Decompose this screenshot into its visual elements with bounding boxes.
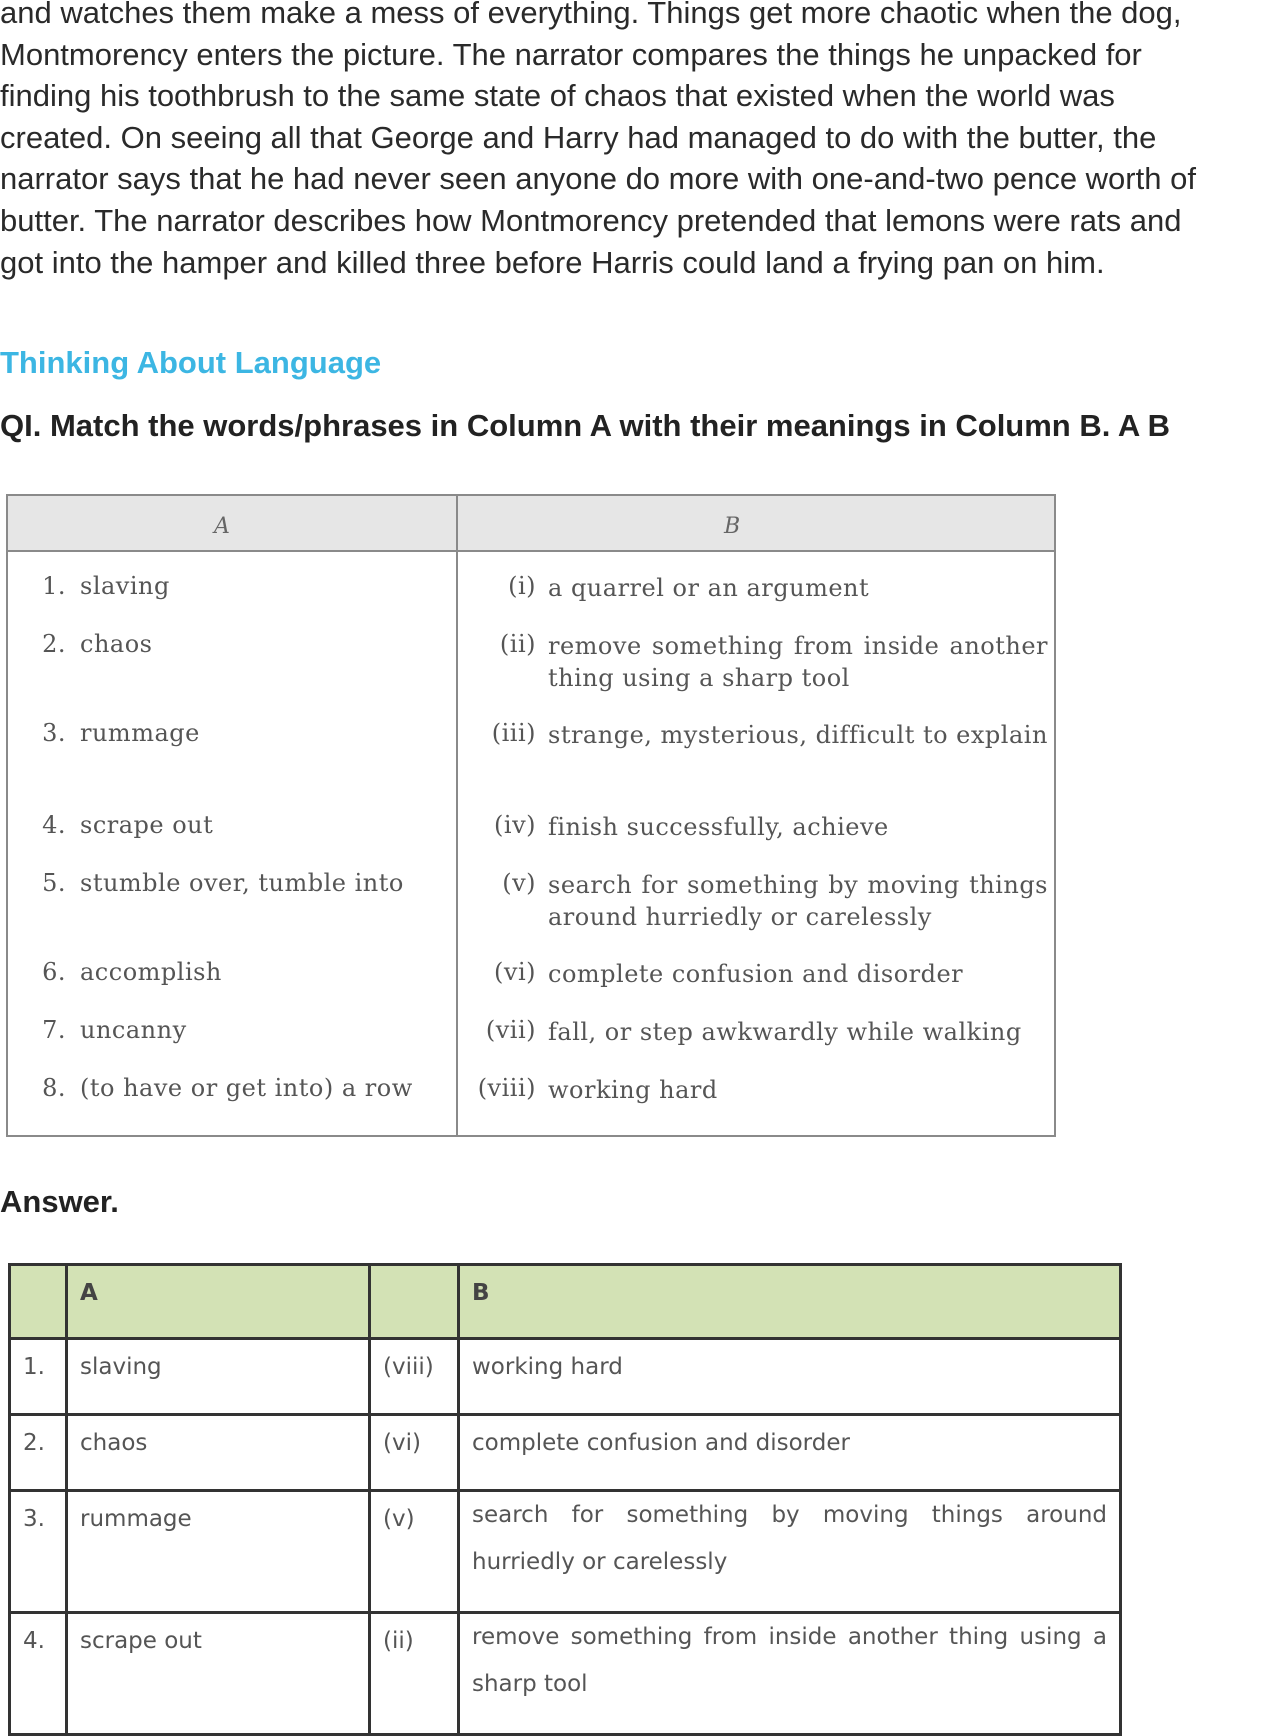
answer-number: 2. bbox=[10, 1415, 67, 1491]
row-number: 3. bbox=[42, 719, 66, 747]
answer-word: rummage bbox=[67, 1491, 370, 1613]
row-number: 7. bbox=[42, 1016, 66, 1044]
row-word: slaving bbox=[80, 572, 170, 600]
answer-row bbox=[10, 1613, 1121, 1735]
row-word: chaos bbox=[80, 630, 153, 658]
row-number: 4. bbox=[42, 811, 66, 839]
intro-line: narrator says that he had never seen anyone do more with one-and-two pence worth of bbox=[0, 161, 1196, 197]
intro-line: got into the hamper and killed three before Harris could land a frying pan on him. bbox=[0, 244, 1105, 280]
row-meaning: a quarrel or an argument bbox=[548, 574, 870, 602]
answer-meaning: complete confusion and disorder bbox=[459, 1415, 1121, 1491]
answer-roman: (v) bbox=[370, 1491, 459, 1613]
answer-header-b: B bbox=[459, 1265, 1121, 1339]
answer-word: chaos bbox=[67, 1415, 370, 1491]
question-table bbox=[6, 494, 1056, 1137]
answer-number: 4. bbox=[10, 1613, 67, 1735]
row-word: (to have or get into) a row bbox=[80, 1074, 413, 1102]
intro-line: and watches them make a mess of everything. Things get more chaotic when the dog, bbox=[0, 0, 1182, 30]
question-text: QI. Match the words/phrases in Column A with their meanings in Column B. A B bbox=[0, 408, 1171, 443]
answer-table-header bbox=[10, 1265, 1121, 1339]
row-word: scrape out bbox=[80, 811, 214, 839]
row-meaning: strange, mysterious, difficult to explain bbox=[548, 721, 1048, 749]
row-roman: (iii) bbox=[491, 719, 536, 747]
answer-word: scrape out bbox=[67, 1613, 370, 1735]
answer-roman: (viii) bbox=[370, 1339, 459, 1415]
intro-line: butter. The narrator describes how Montmorency pretended that lemons were rats and bbox=[0, 202, 1182, 238]
row-roman: (viii) bbox=[477, 1074, 536, 1102]
answer-row bbox=[10, 1415, 1121, 1491]
intro-line: finding his toothbrush to the same state of chaos that existed when the world was bbox=[0, 78, 1115, 114]
row-number: 6. bbox=[42, 958, 66, 986]
answer-roman: (ii) bbox=[370, 1613, 459, 1735]
answer-number: 3. bbox=[10, 1491, 67, 1613]
answer-meaning: remove something from inside another thing using a sharp tool bbox=[459, 1613, 1121, 1735]
column-divider bbox=[456, 496, 458, 1135]
row-meaning: fall, or step awkwardly while walking bbox=[548, 1018, 1022, 1046]
row-roman: (ii) bbox=[499, 630, 536, 658]
row-word: accomplish bbox=[80, 958, 222, 986]
row-word: stumble over, tumble into bbox=[80, 869, 404, 897]
row-roman: (vi) bbox=[494, 958, 536, 986]
row-number: 2. bbox=[42, 630, 66, 658]
intro-line: created. On seeing all that George and Harry had managed to do with the butter, the bbox=[0, 119, 1157, 155]
answer-header-a: A bbox=[67, 1265, 370, 1339]
row-roman: (iv) bbox=[494, 811, 536, 839]
row-word: rummage bbox=[80, 719, 200, 747]
row-meaning: working hard bbox=[548, 1076, 718, 1104]
row-meaning: finish successfully, achieve bbox=[548, 813, 889, 841]
column-a-header: A bbox=[214, 514, 230, 539]
intro-paragraph bbox=[0, 0, 1286, 283]
header-cell-empty bbox=[370, 1265, 459, 1339]
row-meaning: search for something by moving things around hurriedly or carelessly bbox=[548, 871, 1048, 931]
row-number: 8. bbox=[42, 1074, 66, 1102]
answer-word: slaving bbox=[67, 1339, 370, 1415]
answer-table bbox=[8, 1263, 1122, 1736]
row-number: 1. bbox=[42, 572, 66, 600]
answer-row bbox=[10, 1491, 1121, 1613]
answer-meaning: search for something by moving things around hurriedly or carelessly bbox=[459, 1491, 1121, 1613]
intro-line: Montmorency enters the picture. The narrator compares the things he unpacked for bbox=[0, 36, 1142, 72]
answer-row bbox=[10, 1339, 1121, 1415]
row-meaning: complete confusion and disorder bbox=[548, 960, 964, 988]
answer-meaning: working hard bbox=[459, 1339, 1121, 1415]
header-cell-empty bbox=[10, 1265, 67, 1339]
section-heading: Thinking About Language bbox=[0, 345, 382, 380]
row-roman: (v) bbox=[502, 869, 536, 897]
answer-heading: Answer. bbox=[0, 1184, 119, 1219]
question-table-header bbox=[8, 496, 1054, 552]
row-word: uncanny bbox=[80, 1016, 187, 1044]
row-roman: (i) bbox=[508, 572, 536, 600]
row-meaning: remove something from inside another thing using a sharp tool bbox=[548, 632, 1048, 692]
answer-roman: (vi) bbox=[370, 1415, 459, 1491]
row-roman: (vii) bbox=[485, 1016, 536, 1044]
column-b-header: B bbox=[724, 514, 741, 539]
answer-number: 1. bbox=[10, 1339, 67, 1415]
row-number: 5. bbox=[42, 869, 66, 897]
